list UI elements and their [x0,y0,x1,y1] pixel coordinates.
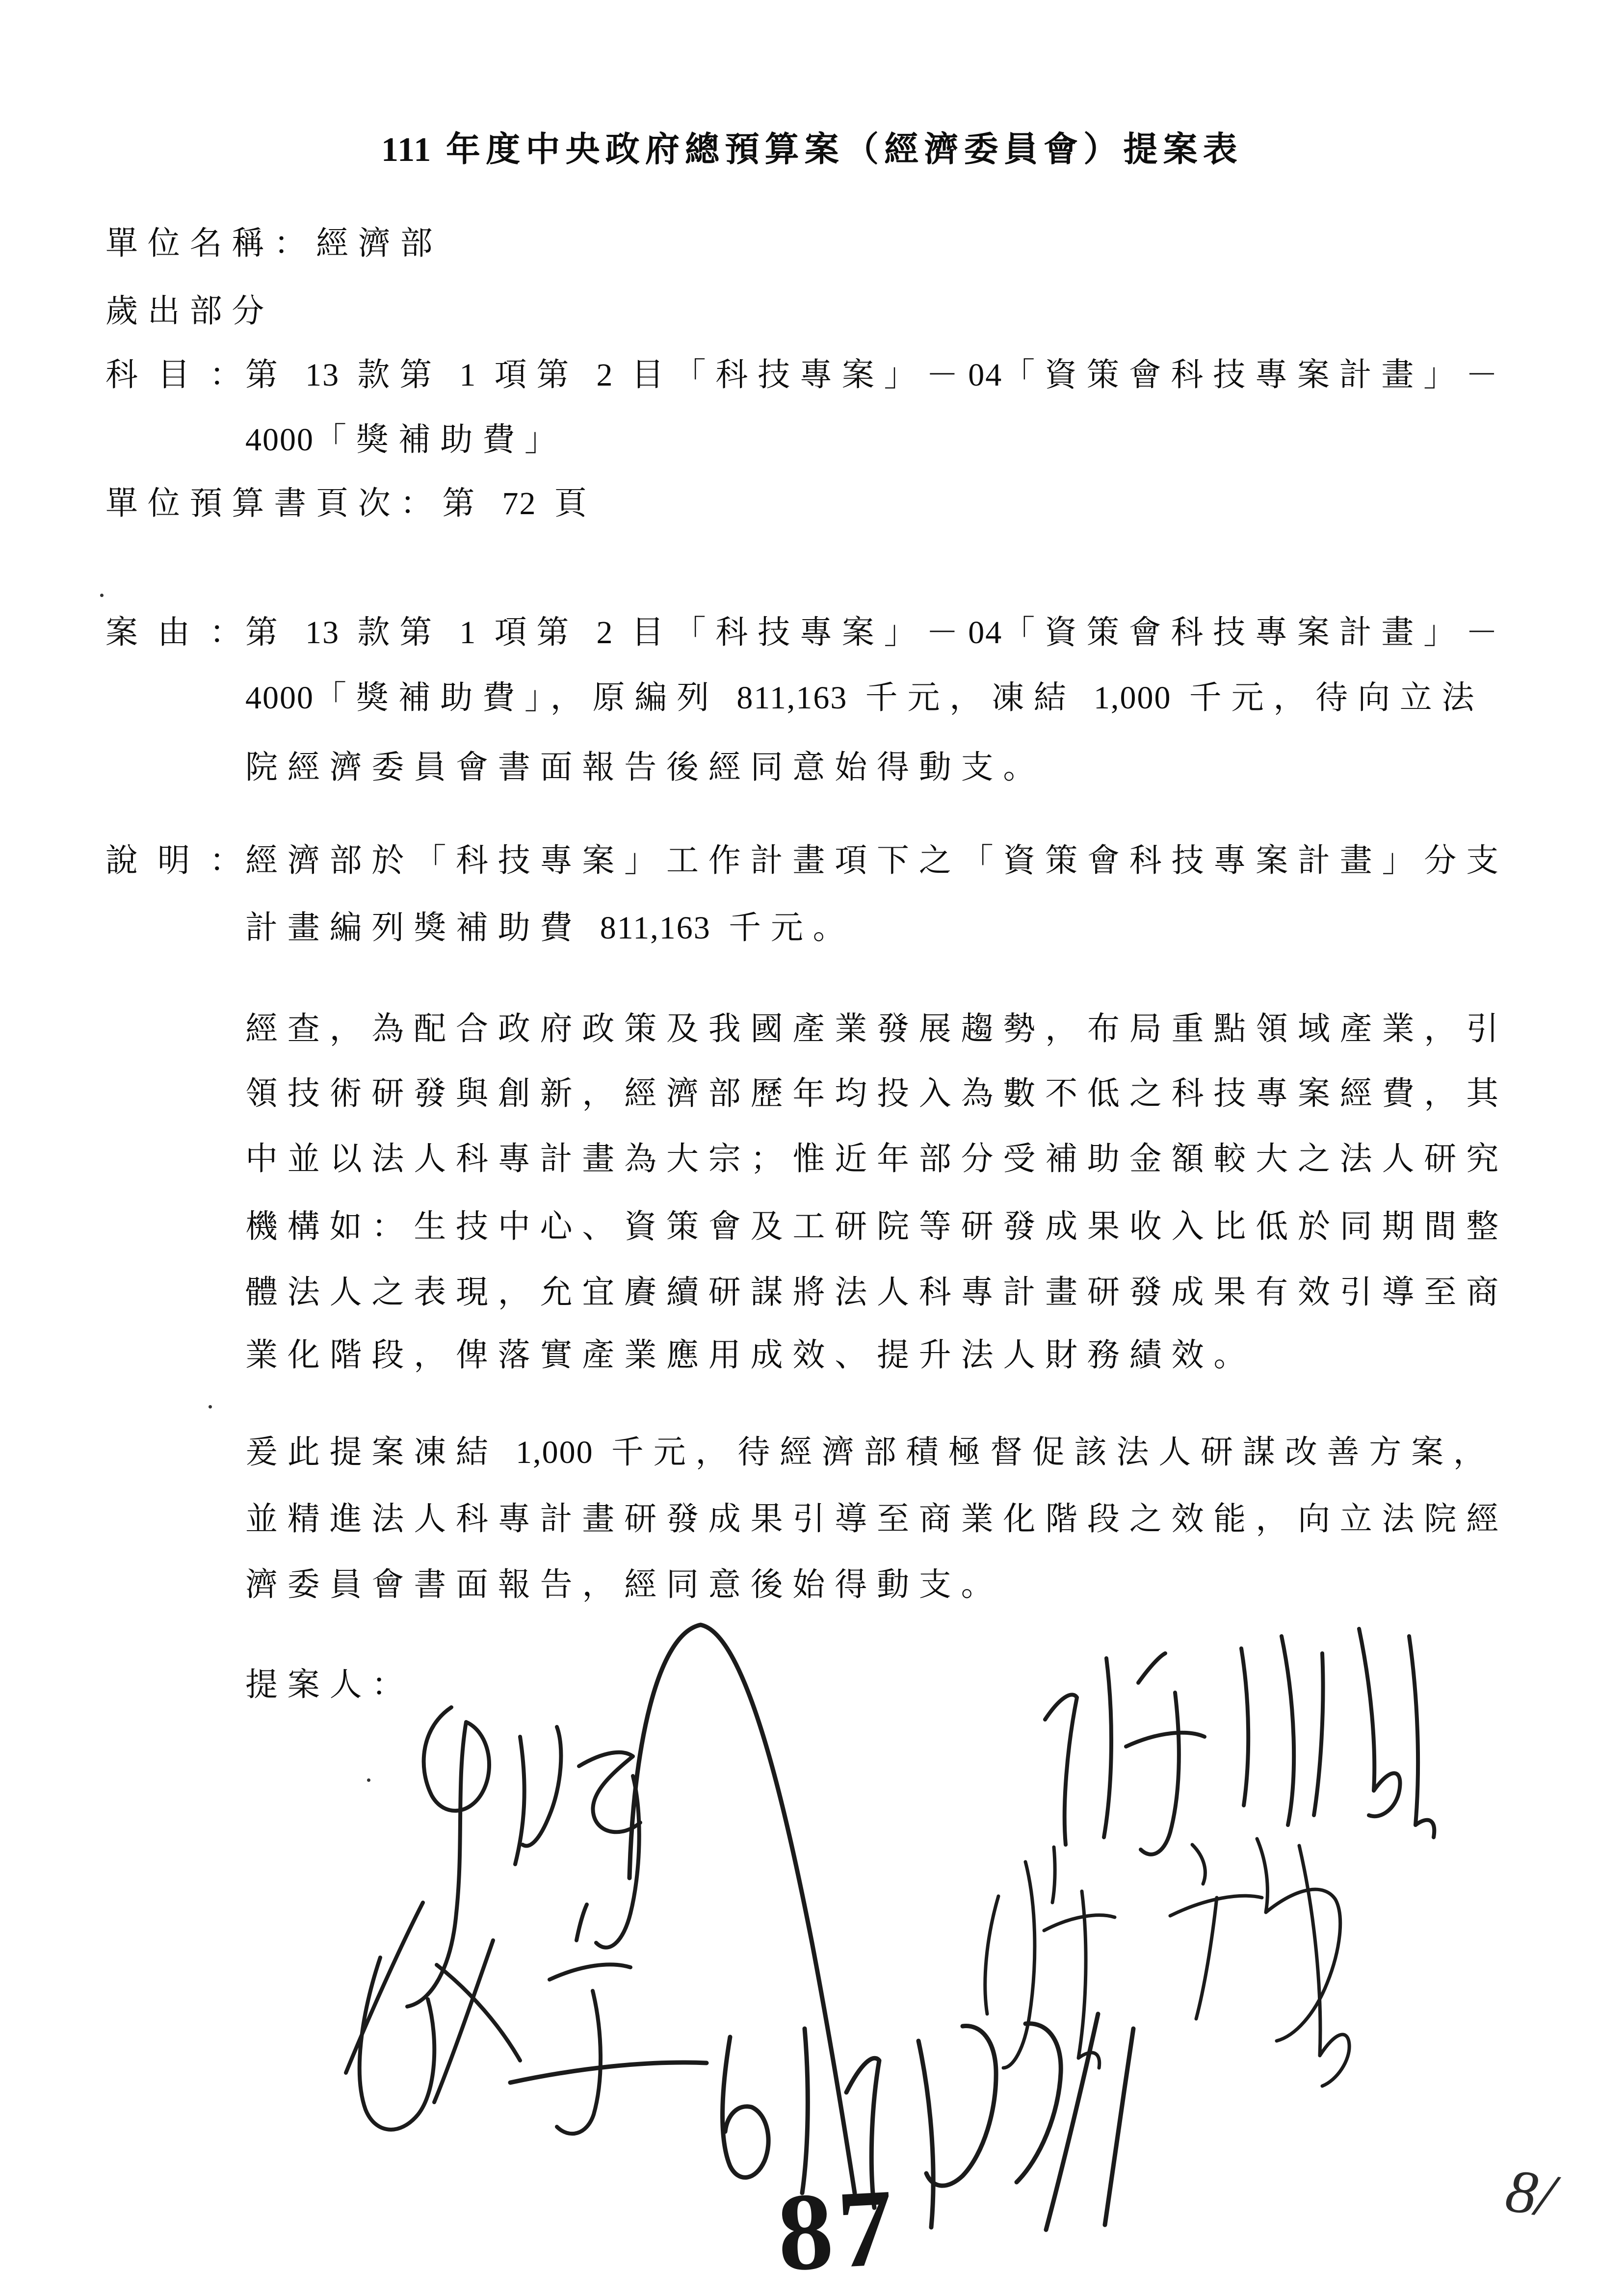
desc-p1-line-1: 經濟部於「科技專案」工作計畫項下之「資策會科技專案計畫」分支 [245,843,1508,879]
unit-name-line: 單位名稱：經濟部 [105,226,443,261]
desc-p1-line-2: 計畫編列獎補助費 811,163 千元。 [245,910,855,946]
desc-p2-line-2: 領技術研發與創新，經濟部歷年均投入為數不低之科技專案經費，其 [245,1076,1508,1112]
desc-p3-line-3: 濟委員會書面報告，經同意後始得動支。 [245,1567,1003,1603]
subject-line-2: 4000「獎補助費」 [245,422,567,458]
desc-p2-line-5: 體法人之表現，允宜賡續研謀將法人科專計畫研發成果有效引導至商 [245,1275,1508,1310]
desc-p2-line-6: 業化階段，俾落實產業應用成效、提升法人財務績效。 [245,1337,1256,1373]
proposal-line-1: 第 13 款第 1 項第 2 目「科技專案」－04「資策會科技專案計畫」－ [245,615,1508,651]
expenditure-line: 歲出部分 [105,293,274,329]
proposal-label: 案由： [105,615,262,651]
page-title: 111 年度中央政府總預算案（經濟委員會）提案表 [381,131,1243,169]
subject-line-1: 第 13 款第 1 項第 2 目「科技專案」－04「資策會科技專案計畫」－ [245,357,1508,393]
desc-p3-line-2: 並精進法人科專計畫研發成果引導至商業化階段之效能，向立法院經 [245,1501,1508,1537]
desc-p3-line-1: 爰此提案凍結 1,000 千元，待經濟部積極督促該法人研謀改善方案， [245,1435,1495,1470]
corner-page-mark: 8/ [1501,2156,1559,2231]
proposer-label: 提案人： [245,1667,414,1703]
signature-2 [1045,1629,1434,1854]
budget-page-line: 單位預算書頁次：第 72 頁 [105,486,597,522]
desc-p2-line-1: 經查，為配合政府政策及我國產業發展趨勢，布局重點領域產業，引 [245,1011,1508,1047]
signature-4 [985,1839,1349,2086]
description-label: 說明： [105,843,262,879]
signature-3 [346,1903,630,2134]
desc-p2-line-4: 機構如：生技中心、資策會及工研院等研發成果收入比低於同期間整 [245,1209,1508,1245]
handwritten-page-number: 87 [774,2165,901,2295]
proposal-line-3: 院經濟委員會書面報告後經同意始得動支。 [245,750,1046,785]
signature-1 [407,1707,640,2007]
proposal-line-2: 4000「獎補助費」，原編列 811,163 千元，凍結 1,000 千元，待向立法 [245,680,1484,716]
subject-label: 科目： [105,357,262,393]
desc-p2-line-3: 中並以法人科專計畫為大宗；惟近年部分受補助金額較大之法人研究 [245,1141,1508,1177]
